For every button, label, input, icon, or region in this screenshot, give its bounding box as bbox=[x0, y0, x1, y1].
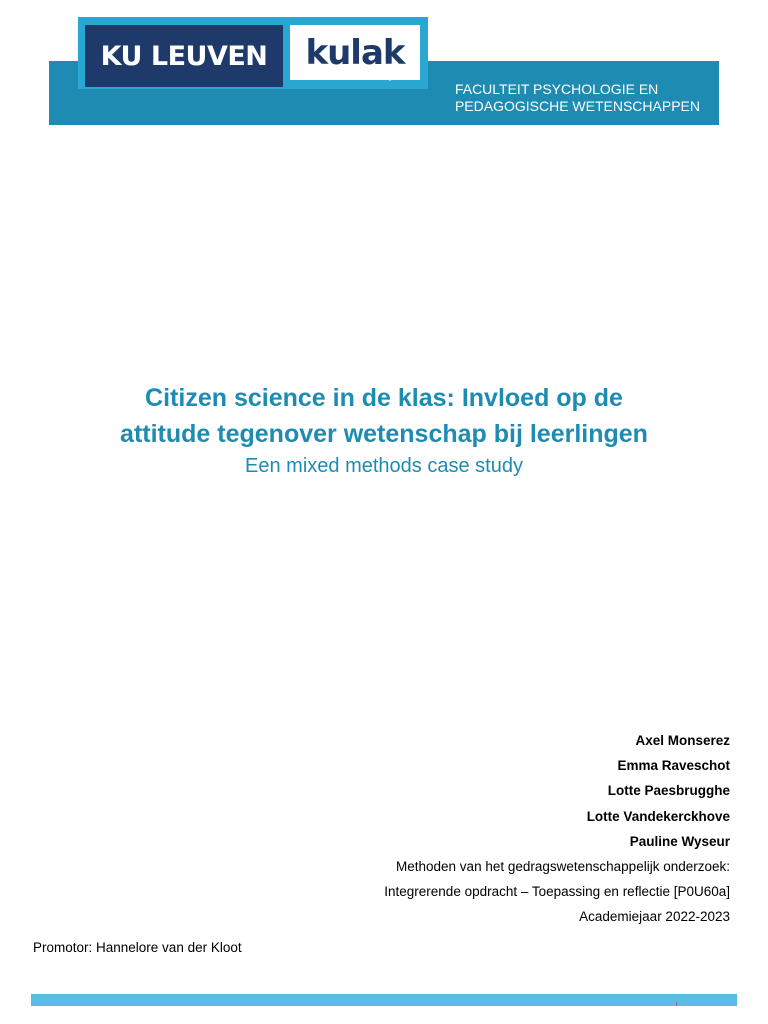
faculty-line-2: PEDAGOGISCHE WETENSCHAPPEN bbox=[454, 98, 700, 114]
author-block bbox=[384, 728, 730, 930]
author-name: Lotte Vandekerckhove bbox=[586, 808, 730, 824]
title-line-2: attitude tegenover wetenschap bij leerlingen bbox=[120, 420, 648, 448]
document-title bbox=[0, 380, 768, 452]
author-name: Pauline Wyseur bbox=[629, 833, 730, 849]
logo-speech-notch bbox=[381, 72, 399, 81]
ku-leuven-logo: KU LEUVEN bbox=[85, 25, 283, 87]
author-name: Emma Raveschot bbox=[617, 758, 730, 774]
footer-bar bbox=[31, 994, 737, 1006]
promotor: Promotor: Hannelore van der Kloot bbox=[33, 940, 242, 955]
document-subtitle: Een mixed methods case study bbox=[245, 455, 523, 477]
kulak-logo: kulak bbox=[290, 25, 420, 80]
faculty-name bbox=[455, 81, 700, 115]
author-name: Axel Monserez bbox=[635, 733, 730, 748]
author-name: Lotte Paesbrugghe bbox=[607, 783, 730, 799]
title-line-1: Citizen science in de klas: Invloed op de bbox=[145, 384, 623, 412]
academic-year: Academiejaar 2022-2023 bbox=[579, 909, 730, 925]
course-line-2: Integrerende opdracht – Toepassing en reflectie [P0U60a] bbox=[384, 884, 730, 900]
page-marker bbox=[676, 1002, 677, 1006]
faculty-line-1: FACULTEIT PSYCHOLOGIE EN bbox=[454, 81, 659, 97]
course-line-1: Methoden van het gedragswetenschappelijk onderzoek: bbox=[396, 859, 730, 875]
